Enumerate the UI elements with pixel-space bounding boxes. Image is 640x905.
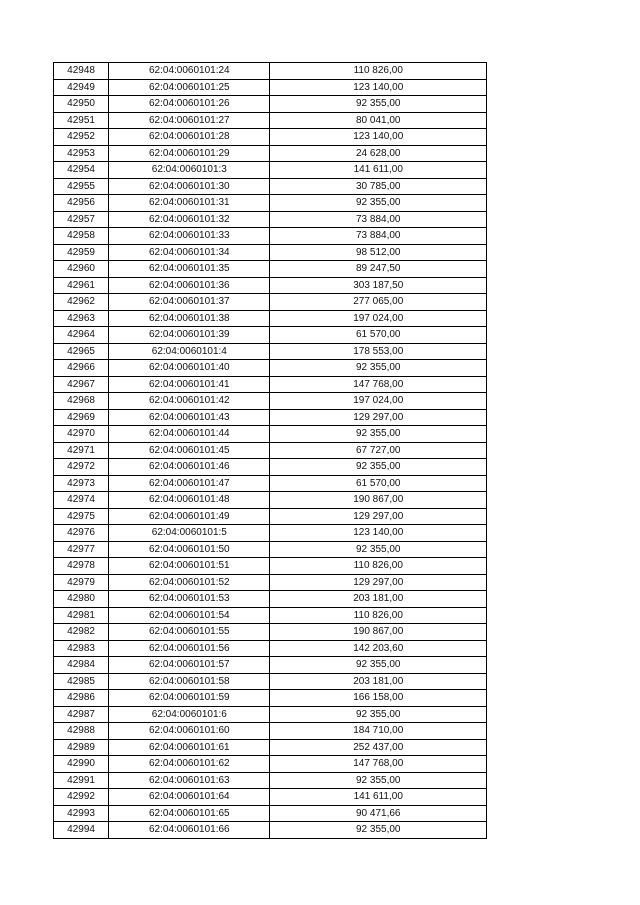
- table-row: [54, 541, 487, 558]
- row-id-cell: 42949: [54, 79, 109, 96]
- cadastral-value-cell: 92 355,00: [270, 459, 487, 476]
- cadastral-number-cell: 62:04:0060101:28: [109, 129, 270, 146]
- cadastral-number-cell: 62:04:0060101:62: [109, 756, 270, 773]
- row-id-cell: 42986: [54, 690, 109, 707]
- cadastral-value-cell: 89 247,50: [270, 261, 487, 278]
- row-id-cell: 42975: [54, 508, 109, 525]
- cadastral-number-cell: 62:04:0060101:45: [109, 442, 270, 459]
- table-row: [54, 822, 487, 839]
- cadastral-value-cell: 166 158,00: [270, 690, 487, 707]
- table-row: [54, 492, 487, 509]
- table-row: [54, 459, 487, 476]
- table-row: [54, 195, 487, 212]
- table-row: [54, 442, 487, 459]
- table-row: [54, 360, 487, 377]
- cadastral-value-table: [53, 62, 487, 839]
- cadastral-value-cell: 67 727,00: [270, 442, 487, 459]
- cadastral-number-cell: 62:04:0060101:6: [109, 706, 270, 723]
- cadastral-value-cell: 129 297,00: [270, 409, 487, 426]
- cadastral-number-cell: 62:04:0060101:4: [109, 343, 270, 360]
- cadastral-value-cell: 178 553,00: [270, 343, 487, 360]
- row-id-cell: 42974: [54, 492, 109, 509]
- row-id-cell: 42956: [54, 195, 109, 212]
- table-row: [54, 409, 487, 426]
- table-row: [54, 261, 487, 278]
- row-id-cell: 42951: [54, 112, 109, 129]
- cadastral-value-cell: 147 768,00: [270, 756, 487, 773]
- row-id-cell: 42958: [54, 228, 109, 245]
- cadastral-value-cell: 197 024,00: [270, 310, 487, 327]
- cadastral-value-cell: 303 187,50: [270, 277, 487, 294]
- table-row: [54, 327, 487, 344]
- row-id-cell: 42966: [54, 360, 109, 377]
- row-id-cell: 42976: [54, 525, 109, 542]
- table-row: [54, 294, 487, 311]
- row-id-cell: 42989: [54, 739, 109, 756]
- row-id-cell: 42948: [54, 63, 109, 80]
- table-row: [54, 112, 487, 129]
- row-id-cell: 42992: [54, 789, 109, 806]
- cadastral-value-cell: 61 570,00: [270, 475, 487, 492]
- cadastral-value-cell: 147 768,00: [270, 376, 487, 393]
- cadastral-number-cell: 62:04:0060101:66: [109, 822, 270, 839]
- cadastral-number-cell: 62:04:0060101:36: [109, 277, 270, 294]
- cadastral-number-cell: 62:04:0060101:60: [109, 723, 270, 740]
- table-row: [54, 178, 487, 195]
- table-row: [54, 343, 487, 360]
- row-id-cell: 42981: [54, 607, 109, 624]
- cadastral-value-cell: 98 512,00: [270, 244, 487, 261]
- row-id-cell: 42991: [54, 772, 109, 789]
- table-row: [54, 475, 487, 492]
- cadastral-value-cell: 73 884,00: [270, 211, 487, 228]
- cadastral-value-cell: 61 570,00: [270, 327, 487, 344]
- cadastral-number-cell: 62:04:0060101:65: [109, 805, 270, 822]
- table-row: [54, 228, 487, 245]
- cadastral-value-cell: 141 611,00: [270, 162, 487, 179]
- table-row: [54, 79, 487, 96]
- cadastral-value-cell: 203 181,00: [270, 673, 487, 690]
- cadastral-value-cell: 92 355,00: [270, 96, 487, 113]
- row-id-cell: 42978: [54, 558, 109, 575]
- row-id-cell: 42987: [54, 706, 109, 723]
- row-id-cell: 42994: [54, 822, 109, 839]
- cadastral-number-cell: 62:04:0060101:3: [109, 162, 270, 179]
- cadastral-number-cell: 62:04:0060101:26: [109, 96, 270, 113]
- cadastral-value-cell: 92 355,00: [270, 772, 487, 789]
- cadastral-value-cell: 129 297,00: [270, 574, 487, 591]
- row-id-cell: 42968: [54, 393, 109, 410]
- table-row: [54, 277, 487, 294]
- table-row: [54, 640, 487, 657]
- cadastral-number-cell: 62:04:0060101:48: [109, 492, 270, 509]
- cadastral-value-cell: 190 867,00: [270, 624, 487, 641]
- cadastral-number-cell: 62:04:0060101:32: [109, 211, 270, 228]
- table-body: [54, 63, 487, 839]
- row-id-cell: 42979: [54, 574, 109, 591]
- table-row: [54, 211, 487, 228]
- cadastral-value-cell: 252 437,00: [270, 739, 487, 756]
- table-row: [54, 723, 487, 740]
- row-id-cell: 42960: [54, 261, 109, 278]
- row-id-cell: 42972: [54, 459, 109, 476]
- table-row: [54, 657, 487, 674]
- cadastral-number-cell: 62:04:0060101:5: [109, 525, 270, 542]
- row-id-cell: 42952: [54, 129, 109, 146]
- table-row: [54, 508, 487, 525]
- cadastral-value-cell: 190 867,00: [270, 492, 487, 509]
- cadastral-number-cell: 62:04:0060101:50: [109, 541, 270, 558]
- cadastral-value-cell: 123 140,00: [270, 129, 487, 146]
- cadastral-number-cell: 62:04:0060101:38: [109, 310, 270, 327]
- table-row: [54, 706, 487, 723]
- row-id-cell: 42983: [54, 640, 109, 657]
- table-row: [54, 574, 487, 591]
- cadastral-value-cell: 277 065,00: [270, 294, 487, 311]
- table-row: [54, 393, 487, 410]
- row-id-cell: 42964: [54, 327, 109, 344]
- row-id-cell: 42970: [54, 426, 109, 443]
- cadastral-number-cell: 62:04:0060101:55: [109, 624, 270, 641]
- table-row: [54, 756, 487, 773]
- table-row: [54, 591, 487, 608]
- cadastral-value-cell: 184 710,00: [270, 723, 487, 740]
- cadastral-value-cell: 92 355,00: [270, 541, 487, 558]
- table-row: [54, 244, 487, 261]
- cadastral-number-cell: 62:04:0060101:24: [109, 63, 270, 80]
- cadastral-number-cell: 62:04:0060101:40: [109, 360, 270, 377]
- row-id-cell: 42982: [54, 624, 109, 641]
- cadastral-value-cell: 110 826,00: [270, 63, 487, 80]
- row-id-cell: 42967: [54, 376, 109, 393]
- cadastral-number-cell: 62:04:0060101:56: [109, 640, 270, 657]
- cadastral-number-cell: 62:04:0060101:29: [109, 145, 270, 162]
- row-id-cell: 42980: [54, 591, 109, 608]
- cadastral-value-cell: 92 355,00: [270, 822, 487, 839]
- cadastral-value-cell: 90 471,66: [270, 805, 487, 822]
- cadastral-number-cell: 62:04:0060101:51: [109, 558, 270, 575]
- cadastral-value-cell: 92 355,00: [270, 657, 487, 674]
- table-row: [54, 63, 487, 80]
- cadastral-number-cell: 62:04:0060101:61: [109, 739, 270, 756]
- cadastral-number-cell: 62:04:0060101:43: [109, 409, 270, 426]
- cadastral-value-cell: 92 355,00: [270, 706, 487, 723]
- cadastral-number-cell: 62:04:0060101:52: [109, 574, 270, 591]
- table-row: [54, 96, 487, 113]
- row-id-cell: 42985: [54, 673, 109, 690]
- row-id-cell: 42988: [54, 723, 109, 740]
- cadastral-number-cell: 62:04:0060101:46: [109, 459, 270, 476]
- row-id-cell: 42953: [54, 145, 109, 162]
- cadastral-value-cell: 24 628,00: [270, 145, 487, 162]
- row-id-cell: 42984: [54, 657, 109, 674]
- cadastral-number-cell: 62:04:0060101:47: [109, 475, 270, 492]
- cadastral-value-cell: 92 355,00: [270, 426, 487, 443]
- cadastral-value-cell: 129 297,00: [270, 508, 487, 525]
- cadastral-value-cell: 123 140,00: [270, 525, 487, 542]
- cadastral-number-cell: 62:04:0060101:41: [109, 376, 270, 393]
- row-id-cell: 42957: [54, 211, 109, 228]
- table-row: [54, 426, 487, 443]
- row-id-cell: 42954: [54, 162, 109, 179]
- table-row: [54, 789, 487, 806]
- row-id-cell: 42993: [54, 805, 109, 822]
- cadastral-value-cell: 141 611,00: [270, 789, 487, 806]
- cadastral-number-cell: 62:04:0060101:44: [109, 426, 270, 443]
- table-row: [54, 525, 487, 542]
- row-id-cell: 42977: [54, 541, 109, 558]
- cadastral-value-cell: 92 355,00: [270, 195, 487, 212]
- cadastral-number-cell: 62:04:0060101:27: [109, 112, 270, 129]
- cadastral-number-cell: 62:04:0060101:34: [109, 244, 270, 261]
- table-row: [54, 607, 487, 624]
- cadastral-number-cell: 62:04:0060101:54: [109, 607, 270, 624]
- cadastral-number-cell: 62:04:0060101:33: [109, 228, 270, 245]
- cadastral-number-cell: 62:04:0060101:49: [109, 508, 270, 525]
- row-id-cell: 42990: [54, 756, 109, 773]
- cadastral-number-cell: 62:04:0060101:58: [109, 673, 270, 690]
- table-row: [54, 673, 487, 690]
- table-row: [54, 690, 487, 707]
- row-id-cell: 42959: [54, 244, 109, 261]
- cadastral-value-cell: 92 355,00: [270, 360, 487, 377]
- table-row: [54, 129, 487, 146]
- row-id-cell: 42973: [54, 475, 109, 492]
- cadastral-number-cell: 62:04:0060101:31: [109, 195, 270, 212]
- cadastral-value-cell: 110 826,00: [270, 607, 487, 624]
- cadastral-number-cell: 62:04:0060101:53: [109, 591, 270, 608]
- cadastral-value-cell: 203 181,00: [270, 591, 487, 608]
- cadastral-number-cell: 62:04:0060101:30: [109, 178, 270, 195]
- row-id-cell: 42963: [54, 310, 109, 327]
- row-id-cell: 42965: [54, 343, 109, 360]
- row-id-cell: 42961: [54, 277, 109, 294]
- table-row: [54, 805, 487, 822]
- cadastral-value-cell: 197 024,00: [270, 393, 487, 410]
- table-row: [54, 145, 487, 162]
- table-row: [54, 558, 487, 575]
- cadastral-value-cell: 73 884,00: [270, 228, 487, 245]
- cadastral-value-cell: 123 140,00: [270, 79, 487, 96]
- table-row: [54, 772, 487, 789]
- table-row: [54, 739, 487, 756]
- table-row: [54, 310, 487, 327]
- cadastral-number-cell: 62:04:0060101:63: [109, 772, 270, 789]
- row-id-cell: 42955: [54, 178, 109, 195]
- row-id-cell: 42971: [54, 442, 109, 459]
- cadastral-number-cell: 62:04:0060101:37: [109, 294, 270, 311]
- cadastral-number-cell: 62:04:0060101:39: [109, 327, 270, 344]
- cadastral-value-cell: 142 203,60: [270, 640, 487, 657]
- row-id-cell: 42950: [54, 96, 109, 113]
- cadastral-number-cell: 62:04:0060101:35: [109, 261, 270, 278]
- table-row: [54, 376, 487, 393]
- cadastral-value-cell: 30 785,00: [270, 178, 487, 195]
- row-id-cell: 42962: [54, 294, 109, 311]
- cadastral-number-cell: 62:04:0060101:64: [109, 789, 270, 806]
- row-id-cell: 42969: [54, 409, 109, 426]
- cadastral-number-cell: 62:04:0060101:59: [109, 690, 270, 707]
- cadastral-number-cell: 62:04:0060101:57: [109, 657, 270, 674]
- cadastral-value-cell: 80 041,00: [270, 112, 487, 129]
- cadastral-number-cell: 62:04:0060101:25: [109, 79, 270, 96]
- table-row: [54, 162, 487, 179]
- cadastral-value-cell: 110 826,00: [270, 558, 487, 575]
- cadastral-number-cell: 62:04:0060101:42: [109, 393, 270, 410]
- table-row: [54, 624, 487, 641]
